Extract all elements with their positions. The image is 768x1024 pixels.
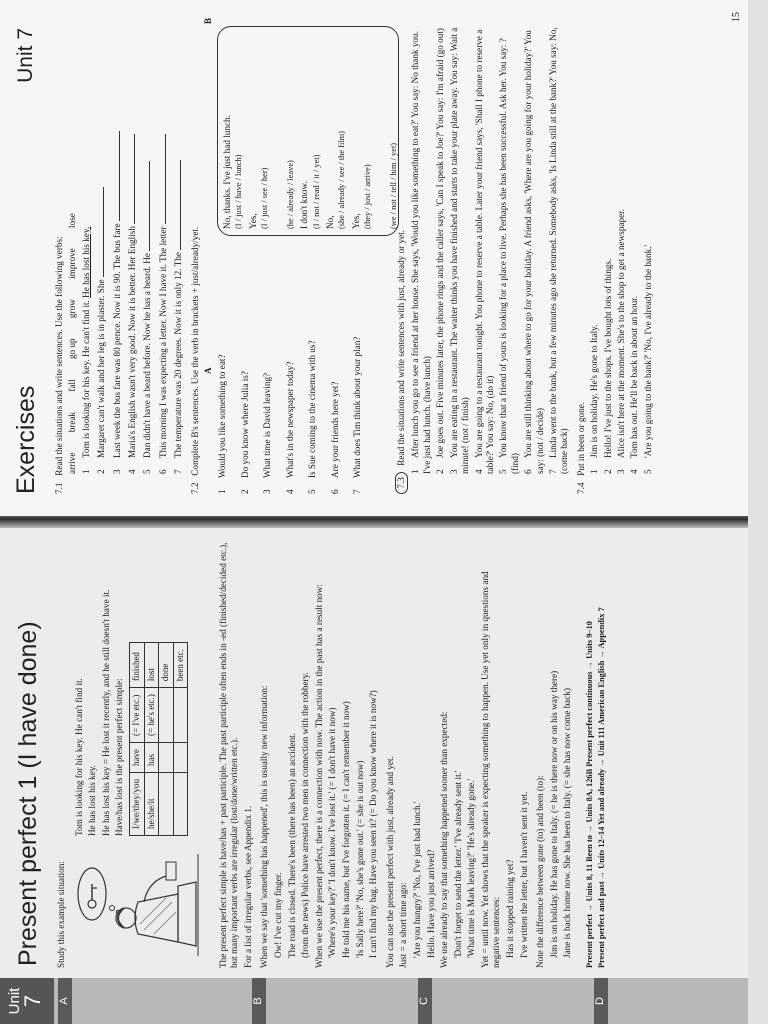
exercise-number: 7.2 [189, 482, 200, 494]
item-text: You are going to a restaurant tonight. You phone to reserve a table. Later your friend says, 'Shall I phone to reserve a table?' You say: No, (do it) [473, 29, 495, 474]
exercise-7-4 [576, 24, 587, 494]
list-item: 7What does Tim think about your plan? [352, 336, 363, 494]
verb: arrive [67, 452, 78, 474]
exercise-7-3-items [410, 24, 570, 494]
section-c-line: Hello. Have you just arrived? [425, 849, 436, 958]
list-item: 7Linda went to the bank, but a few minutes ago she returned. Somebody asks, 'Is Linda still at the bank?' You say: No, (come back) [547, 27, 570, 474]
section-c-line: I've written the letter, but I haven't sent it yet. [518, 791, 529, 958]
table-row [173, 643, 188, 836]
answer-text: He [142, 253, 153, 264]
answer-blank[interactable] [125, 134, 135, 224]
list-item: 6This morning I was expecting a letter. Now I have it. The letter [156, 24, 169, 474]
list-item: 1Tom is looking for his key. He can't find it. He has lost his key. [80, 226, 91, 474]
exercise-instruction: Put in been or gone. [575, 401, 586, 476]
item-text: You are eating in a restaurant. The waiter thinks you have finished and starts to take your plate away. You say: Wait a minute! (not / finish) [448, 27, 471, 474]
section-c [385, 538, 531, 968]
example-line: Tom is looking for his key. He can't find it. [73, 678, 84, 836]
exercise-7-4-items [589, 24, 654, 494]
section-b-line: When we say that 'something has happened', this is usually new information: [259, 685, 270, 968]
section-tab-column [54, 978, 768, 1024]
unit-number: 7 [20, 994, 45, 1008]
present-perfect-table [129, 642, 188, 836]
question-text: Are your friends here yet? [329, 381, 340, 478]
answer-blank[interactable] [156, 134, 166, 224]
footer-line: Present perfect and past → Units 12–14 Yet and already → Unit 111 American English → Appendix 7 [596, 607, 606, 968]
verb-list [67, 24, 78, 494]
list-item: 4Maria's English wasn't very good. Now it is better. Her English [125, 24, 138, 474]
table-row [159, 643, 174, 836]
table-cell [173, 743, 188, 773]
table-cell: been etc. [173, 643, 188, 688]
hint-line: (they / just / arrive) [363, 164, 373, 229]
exercise-number: 7.1 [54, 482, 64, 494]
item-text: Joe goes out. Five minutes later, the phone rings and the caller says, 'Can I speak to Joe?' You say: I'm afraid (go out) [435, 28, 446, 458]
section-tab-c: C [418, 978, 432, 1024]
list-item: 5Dan didn't have a beard before. Now he has a beard. He [140, 24, 153, 474]
left-page [0, 524, 768, 1024]
list-item: 7The temperature was 20 degrees. Now it is only 12. The [171, 24, 184, 474]
section-tab-b: B [252, 978, 266, 1024]
page-title: Present perfect 1 (I have done) [14, 621, 42, 966]
table-cell: he/she/it [144, 773, 159, 836]
section-b-line: The road is closed. There's been (there has been) an accident. [286, 733, 297, 958]
exercises-title: Exercises [12, 385, 40, 494]
item-text: You know that a friend of yours is looking for a place to live. Perhaps she has been successful. Ask her. You say: ? (find) [498, 38, 520, 474]
section-b-line: When we use the present perfect, there is a connection with now. The action in the past has a result now: [313, 584, 324, 968]
section-a-intro: Study this example situation: [56, 861, 66, 968]
table-cell [173, 688, 188, 743]
section-d-line: Note the difference between gone (to) and been (to): [535, 775, 546, 968]
item-text: Alice isn't here at the moment. She's to the shop to get a newspaper. [615, 208, 626, 458]
hint-line: (I / not / read / it / yet) [311, 154, 321, 229]
item-text: The temperature was 20 degrees. Now it is only 12. [173, 268, 184, 458]
answer-line: I don't know. [299, 181, 310, 229]
list-item: 5You know that a friend of yours is looking for a place to live. Perhaps she has been successful. Ask her. You say: ? (find) [498, 38, 520, 474]
answer-line: Yes, [247, 213, 258, 229]
table-cell [173, 773, 188, 836]
section-c-line: Has it stopped raining yet? [505, 859, 516, 958]
question-text: What's in the newspaper today? [284, 361, 295, 478]
verb: fall [67, 379, 78, 392]
answer-text: The letter [157, 226, 168, 262]
speaker-b-bubble [217, 26, 399, 236]
answer-blank[interactable] [140, 161, 150, 251]
table-row [144, 643, 159, 836]
item-text: Margaret can't walk and her leg is in plaster. [96, 295, 107, 458]
answer-text: Her English [127, 226, 138, 271]
item-text: Tom has out. He'll be back in about an hour. [629, 295, 640, 458]
list-item: 4What's in the newspaper today? [284, 361, 295, 494]
table-cell [159, 773, 174, 836]
section-c-line: 'What time is Mark leaving?' 'He's already gone.' [466, 778, 477, 958]
section-d-line: Jim is on holiday. He has gone to Italy. (= he is there now or on his way there) [548, 670, 559, 958]
section-b-line: He told me his name, but I've forgotten it. (= I can't remember it now) [340, 701, 351, 958]
hint-line: (he / already / leave) [285, 160, 295, 229]
answer-line: No, [324, 215, 335, 229]
answer-blank[interactable] [110, 131, 120, 221]
table-cell: have [129, 743, 144, 773]
answer-text: He has lost his key. [80, 226, 91, 298]
table-cell [159, 688, 174, 743]
answer-blank[interactable] [171, 160, 181, 250]
item-text: You are still thinking about where to go for your holiday. A friend asks, 'Where are you going for your holiday?' You say: (not / decide) [523, 30, 545, 474]
list-item: 3Alice isn't here at the moment. She's to the shop to get a newspaper. [615, 208, 626, 474]
verb: improve [67, 248, 78, 279]
exercise-7-2 [190, 24, 201, 494]
item-text: Jim is on holiday. He's gone to Italy. [589, 324, 600, 458]
verb: break [67, 411, 78, 433]
section-b-line: 'Where's your key?' 'I don't know. I've lost it.' (= I don't have it now) [327, 707, 338, 958]
section-d-line: Jane is back home now. She has been to Italy. (= she has now come back) [562, 687, 573, 958]
exercise-instruction: Complete B's sentences. Use the verb in brackets + just/already/yet. [189, 226, 200, 476]
table-cell: has [144, 743, 159, 773]
hint-line: (I / just / see / her) [260, 167, 270, 229]
section-b [259, 538, 379, 968]
table-row [129, 643, 144, 836]
section-c-line: 'Are you hungry?' 'No, I've just had lunch.' [411, 801, 422, 958]
example-line: He has lost his key = He lost it recently, and he still doesn't have it. [100, 589, 111, 836]
list-item: 3You are eating in a restaurant. The waiter thinks you have finished and starts to take your plate away. You say: Wait a minute! (not / finish) [448, 27, 471, 474]
item-text: Dan didn't have a beard before. Now he has a beard. [142, 266, 153, 458]
scan-margin [748, 0, 768, 1024]
table-cell [159, 743, 174, 773]
list-item: 6You are still thinking about where to go for your holiday. A friend asks, 'Where are you going for your holiday?' You say: (not / decide) [523, 30, 545, 474]
unit-box [0, 978, 54, 1024]
list-item: 3What time is David leaving? [262, 372, 273, 494]
question-text: What time is David leaving? [262, 372, 273, 478]
table-cell: done [159, 643, 174, 688]
dialogue-area [203, 17, 398, 494]
list-item: 6Are your friends here yet? [329, 381, 340, 494]
example-line: Have/has lost is the present perfect simple: [114, 678, 125, 836]
speaker-b-label: B [203, 17, 214, 24]
exercises-unit: Unit 7 [14, 28, 37, 83]
exercise-instruction: Read the situations and write sentences. Use the following verbs: [54, 236, 64, 476]
item-text: Linda went to the bank, but a few minutes ago she returned. Somebody asks, 'Is Linda still at the bank?' You say: No, (come back) [547, 27, 570, 474]
list-item: 2Hello! I've just to the shops. I've bought lots of things. [602, 258, 613, 474]
section-c-line: Yet = until now. Yet shows that the speaker is expecting something to happen. Use yet only in questions and negative sentences: [479, 571, 502, 968]
item-text: Tom is looking for his key. He can't find it. [80, 300, 91, 458]
question-text: Would you like something to eat? [217, 354, 228, 478]
section-c-line: You can use the present perfect with just, already and yet. [384, 756, 395, 968]
rule-line: For a list of irregular verbs, see Appendix 1. [242, 805, 253, 968]
section-b-line: 'Is Sally here?' 'No, she's gone out.' (= she is out now) [354, 760, 365, 958]
hint-line: (we / not / tell / him / yet) [388, 142, 398, 229]
section-b-line: Ow! I've cut my finger. [272, 872, 283, 958]
table-cell: (= I've etc.) [129, 688, 144, 743]
answer-text: The bus fare [111, 223, 122, 270]
section-b-line: I can't find my bag. Have you seen it? (= Do you know where it is now?) [368, 690, 379, 958]
exercise-number: 7.4 [575, 482, 586, 494]
list-item: 4Tom has out. He'll be back in about an hour. [629, 295, 640, 474]
list-item: 2Margaret can't walk and her leg is in plaster. She [94, 24, 107, 474]
table-cell: I/we/they/you [129, 773, 144, 836]
item-text: Last week the bus fare was 80 pence. Now it is 90. [111, 271, 122, 458]
example-text [74, 540, 189, 836]
answer-line: Yes, [350, 213, 361, 229]
verb: go up [67, 338, 78, 360]
list-item: 4You are going to a restaurant tonight. You phone to reserve a table. Later your friend says, 'Shall I phone to reserve a table?' You say: No, (do it) [473, 29, 495, 474]
speaker-a-column [217, 244, 375, 494]
list-item: 1Jim is on holiday. He's gone to Italy. [589, 324, 600, 474]
cross-reference-footer [584, 538, 607, 968]
list-item: 5Is Sue coming to the cinema with us? [307, 340, 318, 494]
item-text: This morning I was expecting a letter. Now I have it. [157, 264, 168, 458]
footer-line: Present perfect → Units 8, 11 Been to → Units 8A, 126B Present perfect continuous → Units 9–10 [585, 621, 595, 968]
section-tab-d: D [594, 978, 608, 1024]
list-item: 3Last week the bus fare was 80 pence. Now it is 90. The bus fare [110, 24, 123, 474]
exercise-number: 7.3 [395, 472, 408, 494]
left-page-content [56, 538, 746, 968]
list-item: 2Do you know where Julia is? [239, 371, 250, 494]
exercise-7-1 [54, 24, 65, 494]
list-item: 1After lunch you go to see a friend at her house. She says, 'Would you like something to eat?' You say: No thank you. I've just had lunch. (have lunch) [410, 31, 432, 474]
man-looking-for-key-illustration [74, 846, 202, 964]
table-cell: (= he's etc.) [144, 688, 159, 743]
item-text: 'Are you going to the bank?' 'No, I've already to the bank.' [642, 244, 653, 458]
answer-text: She [96, 279, 107, 294]
section-b-line: (from the news) Police have arrested two men in connection with the robbery. [300, 672, 311, 958]
answer-blank[interactable] [94, 187, 104, 277]
item-text: After lunch you go to see a friend at her house. She says, 'Would you like something to eat?' You say: No thank you. I've just had lunch. (have lunch) [410, 31, 432, 474]
table-cell: lost [144, 643, 159, 688]
verb: grow [67, 299, 78, 319]
exercise-instruction: Read the situations and write sentences with just, already or yet. [396, 229, 407, 466]
question-text: Do you know where Julia is? [239, 371, 250, 478]
question-text: Is Sue coming to the cinema with us? [307, 340, 318, 478]
exercise-7-1-items [81, 24, 185, 494]
unit-label: Unit [6, 987, 23, 1015]
item-text: Maria's English wasn't very good. Now it is better. [127, 272, 138, 458]
right-page-number: 15 [731, 12, 742, 22]
rule-line: The present perfect simple is have/has + past participle. The past participle often ends in -ed (finished/decided etc.), but many important verbs are irregular (lost/done/written etc.). [217, 542, 240, 968]
list-item: 1Would you like something to eat? [217, 354, 228, 494]
section-c-line: We use already to say that something happened sooner than expected: [439, 711, 450, 968]
list-item: 2Joe goes out. Five minutes later, the phone rings and the caller says, 'Can I speak to Joe?' You say: I'm afraid (go out) [435, 28, 446, 474]
list-item: 5'Are you going to the bank?' 'No, I've already to the bank.' [642, 244, 653, 474]
example-line: He has lost his key. [87, 764, 98, 836]
section-c-line: 'Don't forget to send the letter.' 'I've already sent it.' [452, 770, 463, 958]
section-d [535, 538, 574, 968]
example-figure-row [70, 538, 218, 968]
section-c-line: Just = a short time ago: [398, 882, 409, 968]
item-text: Hello! I've just to the shops. I've bought lots of things. [602, 258, 613, 458]
table-cell: finished [129, 643, 144, 688]
section-tab-a: A [58, 978, 72, 1024]
speaker-a-label: A [203, 367, 214, 374]
verb: lose [67, 213, 78, 228]
hint-line: (I / just / have / lunch) [234, 154, 244, 229]
question-text: What does Tim think about your plan? [352, 336, 363, 478]
answer-line: No, thanks. I've just had lunch. [222, 115, 233, 229]
answer-text: The [173, 251, 184, 267]
hint-line: (she / already / see / the film) [337, 131, 347, 229]
